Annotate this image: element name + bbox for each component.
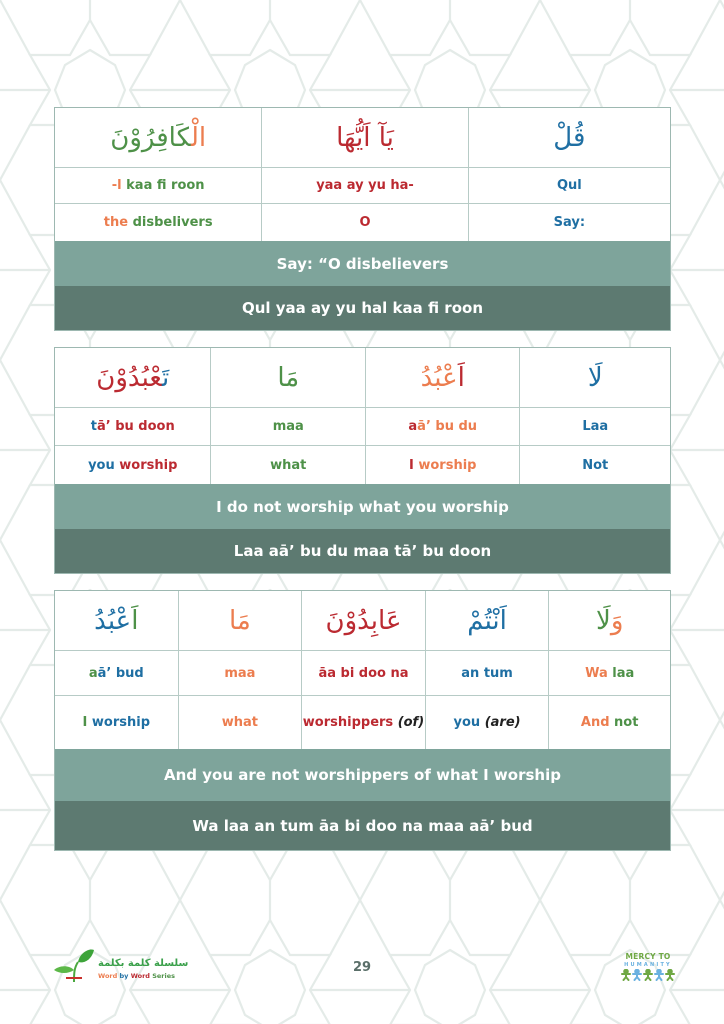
text-segment: عْبُدُ <box>420 362 458 393</box>
word-meaning <box>178 696 302 749</box>
arabic-row <box>55 591 670 651</box>
colored-text <box>88 458 177 473</box>
colored-text <box>318 666 408 681</box>
verse-translation: Say: “O disbelievers <box>55 241 670 286</box>
verse-transliteration: Qul yaa ay yu hal kaa fi roon <box>55 286 670 330</box>
text-segment: worshippers <box>302 715 398 730</box>
word-arabic <box>261 108 467 167</box>
meaning-row <box>55 446 670 484</box>
colored-text <box>554 215 585 230</box>
colored-text <box>454 715 521 730</box>
text-segment: (are) <box>484 715 521 730</box>
text-segment: ْكَافِرُوْنَ <box>110 122 191 153</box>
text-segment: I <box>82 715 88 730</box>
word-meaning <box>55 696 178 749</box>
text-segment: worship <box>413 457 477 473</box>
text-segment: ā’ bud <box>97 665 144 681</box>
word-meaning <box>425 696 549 749</box>
people-chain-icon <box>621 969 675 981</box>
colored-text <box>89 666 144 681</box>
colored-text <box>229 606 251 636</box>
text-segment: what <box>270 457 307 473</box>
colored-text <box>553 123 585 153</box>
word-transliteration <box>55 408 210 445</box>
verse-translation: And you are not worshippers of what I worship <box>55 749 670 801</box>
text-segment: kaa fi roon <box>121 178 205 193</box>
series-arabic-title: سلسلة كلمة بكلمة <box>98 958 189 969</box>
word-transliteration <box>365 408 520 445</box>
text-segment: a <box>408 419 418 434</box>
word-arabic <box>178 591 302 650</box>
text-segment: yaa ay yu ha- <box>316 178 414 193</box>
word-meaning <box>55 446 210 484</box>
text-segment: لَا <box>595 605 611 636</box>
text-segment: worship <box>114 457 178 473</box>
word-arabic <box>301 591 425 650</box>
word-arabic <box>425 591 549 650</box>
colored-text <box>557 178 582 193</box>
text-segment: وَ <box>610 605 624 636</box>
text-segment: I <box>408 457 414 473</box>
text-segment: Laa <box>582 419 609 434</box>
colored-text <box>582 419 608 434</box>
word-transliteration <box>519 408 670 445</box>
text-segment: āa bi doo na <box>318 665 409 681</box>
colored-text <box>461 666 513 681</box>
text-segment: عْبُدُوْنَ <box>96 362 162 393</box>
text-segment: يَآ اَيُّهَا <box>336 122 394 153</box>
word-meaning <box>301 696 425 749</box>
text-segment: And <box>580 715 610 730</box>
word-meaning <box>519 446 670 484</box>
verse-translation: I do not worship what you worship <box>55 484 670 529</box>
text-segment: by <box>117 972 131 980</box>
word-arabic <box>519 348 670 407</box>
colored-text <box>316 178 414 193</box>
colored-text <box>94 606 138 636</box>
text-segment: لَا <box>587 362 603 393</box>
word-arabic <box>55 348 210 407</box>
text-segment: maa <box>272 419 304 434</box>
series-english-title <box>98 972 175 980</box>
colored-text <box>91 419 175 434</box>
verse-table-3 <box>54 590 671 851</box>
word-arabic <box>468 108 670 167</box>
word-transliteration <box>301 651 425 695</box>
colored-text <box>421 363 465 393</box>
text-segment: you <box>88 457 115 473</box>
colored-text <box>224 666 255 681</box>
text-segment: the <box>103 215 129 230</box>
text-segment: Say: <box>553 215 586 230</box>
text-segment: مَا <box>277 362 300 393</box>
text-segment: Word <box>98 972 118 980</box>
word-meaning <box>365 446 520 484</box>
text-segment: maa <box>224 665 256 681</box>
colored-text <box>222 715 258 730</box>
leaf-sprout-icon <box>52 948 96 984</box>
text-segment: Not <box>582 457 609 473</box>
text-segment: Qul <box>556 178 582 193</box>
word-arabic <box>55 108 261 167</box>
colored-text <box>409 458 476 473</box>
text-segment: Wa <box>585 665 608 681</box>
logo-title: MERCY TO <box>625 952 671 961</box>
verse-transliteration: Wa laa an tum āa bi doo na maa aā’ bud <box>55 801 670 850</box>
text-segment: Word <box>130 972 150 980</box>
text-segment: worship <box>87 715 151 730</box>
word-arabic <box>548 591 670 650</box>
text-segment: ā’ bu du <box>417 419 478 434</box>
word-by-word-series-logo <box>52 946 189 986</box>
word-arabic <box>55 591 178 650</box>
page-number: 29 <box>352 960 372 975</box>
word-meaning <box>55 204 261 241</box>
colored-text <box>96 363 169 393</box>
text-segment: laa <box>607 665 635 681</box>
meaning-row <box>55 696 670 749</box>
text-segment: you <box>453 715 485 730</box>
colored-text <box>585 666 634 681</box>
transliteration-row <box>55 651 670 696</box>
verse-table-1 <box>54 107 671 331</box>
word-transliteration <box>210 408 365 445</box>
logo-subtitle: HUMANITY <box>624 962 672 968</box>
word-meaning <box>468 204 670 241</box>
colored-text <box>467 606 507 636</box>
colored-text <box>273 419 304 434</box>
colored-text <box>408 419 477 434</box>
text-segment: ال <box>190 122 207 153</box>
text-segment: عْبُدُ <box>94 605 132 636</box>
word-transliteration <box>55 168 261 203</box>
text-segment: عَابِدُوْنَ <box>325 605 402 636</box>
text-segment: (of) <box>397 715 425 730</box>
verse-table-2 <box>54 347 671 574</box>
colored-text <box>83 715 150 730</box>
word-meaning <box>261 204 467 241</box>
word-transliteration <box>468 168 670 203</box>
text-segment: تَ <box>161 362 170 393</box>
arabic-row <box>55 108 670 168</box>
word-transliteration <box>548 651 670 695</box>
colored-text <box>303 715 424 730</box>
text-segment: ā’ bu doon <box>96 419 175 434</box>
text-segment: اَنْتُمْ <box>467 605 507 636</box>
colored-text <box>581 715 639 730</box>
verse-transliteration: Laa aā’ bu du maa tā’ bu doon <box>55 529 670 573</box>
colored-text <box>336 123 394 153</box>
meaning-row <box>55 204 670 241</box>
text-segment: a <box>88 665 98 681</box>
colored-text <box>596 606 623 636</box>
text-segment: what <box>221 715 259 730</box>
colored-text <box>270 458 306 473</box>
word-arabic <box>365 348 520 407</box>
colored-text <box>110 123 206 153</box>
colored-text <box>588 363 603 393</box>
colored-text <box>326 606 402 636</box>
word-transliteration <box>261 168 467 203</box>
text-segment: قُلْ <box>553 122 586 153</box>
colored-text <box>277 363 299 393</box>
colored-text <box>104 215 213 230</box>
colored-text <box>98 972 175 980</box>
word-meaning <box>210 446 365 484</box>
mercy-to-humanity-logo <box>620 952 676 986</box>
transliteration-row <box>55 168 670 204</box>
word-transliteration <box>425 651 549 695</box>
word-meaning <box>548 696 670 749</box>
text-segment: disbelivers <box>128 215 213 230</box>
arabic-row <box>55 348 670 408</box>
colored-text <box>359 215 370 230</box>
text-segment: اَ <box>457 362 465 393</box>
text-segment: -l <box>111 178 122 193</box>
text-segment: not <box>609 715 639 730</box>
text-segment: an tum <box>461 665 513 681</box>
colored-text <box>582 458 608 473</box>
transliteration-row <box>55 408 670 446</box>
text-segment: اَ <box>131 605 139 636</box>
text-segment: O <box>359 215 371 230</box>
word-arabic <box>210 348 365 407</box>
text-segment: t <box>90 419 97 434</box>
text-segment: مَا <box>228 605 251 636</box>
text-segment: Series <box>149 972 176 980</box>
word-transliteration <box>55 651 178 695</box>
word-transliteration <box>178 651 302 695</box>
colored-text <box>112 178 205 193</box>
